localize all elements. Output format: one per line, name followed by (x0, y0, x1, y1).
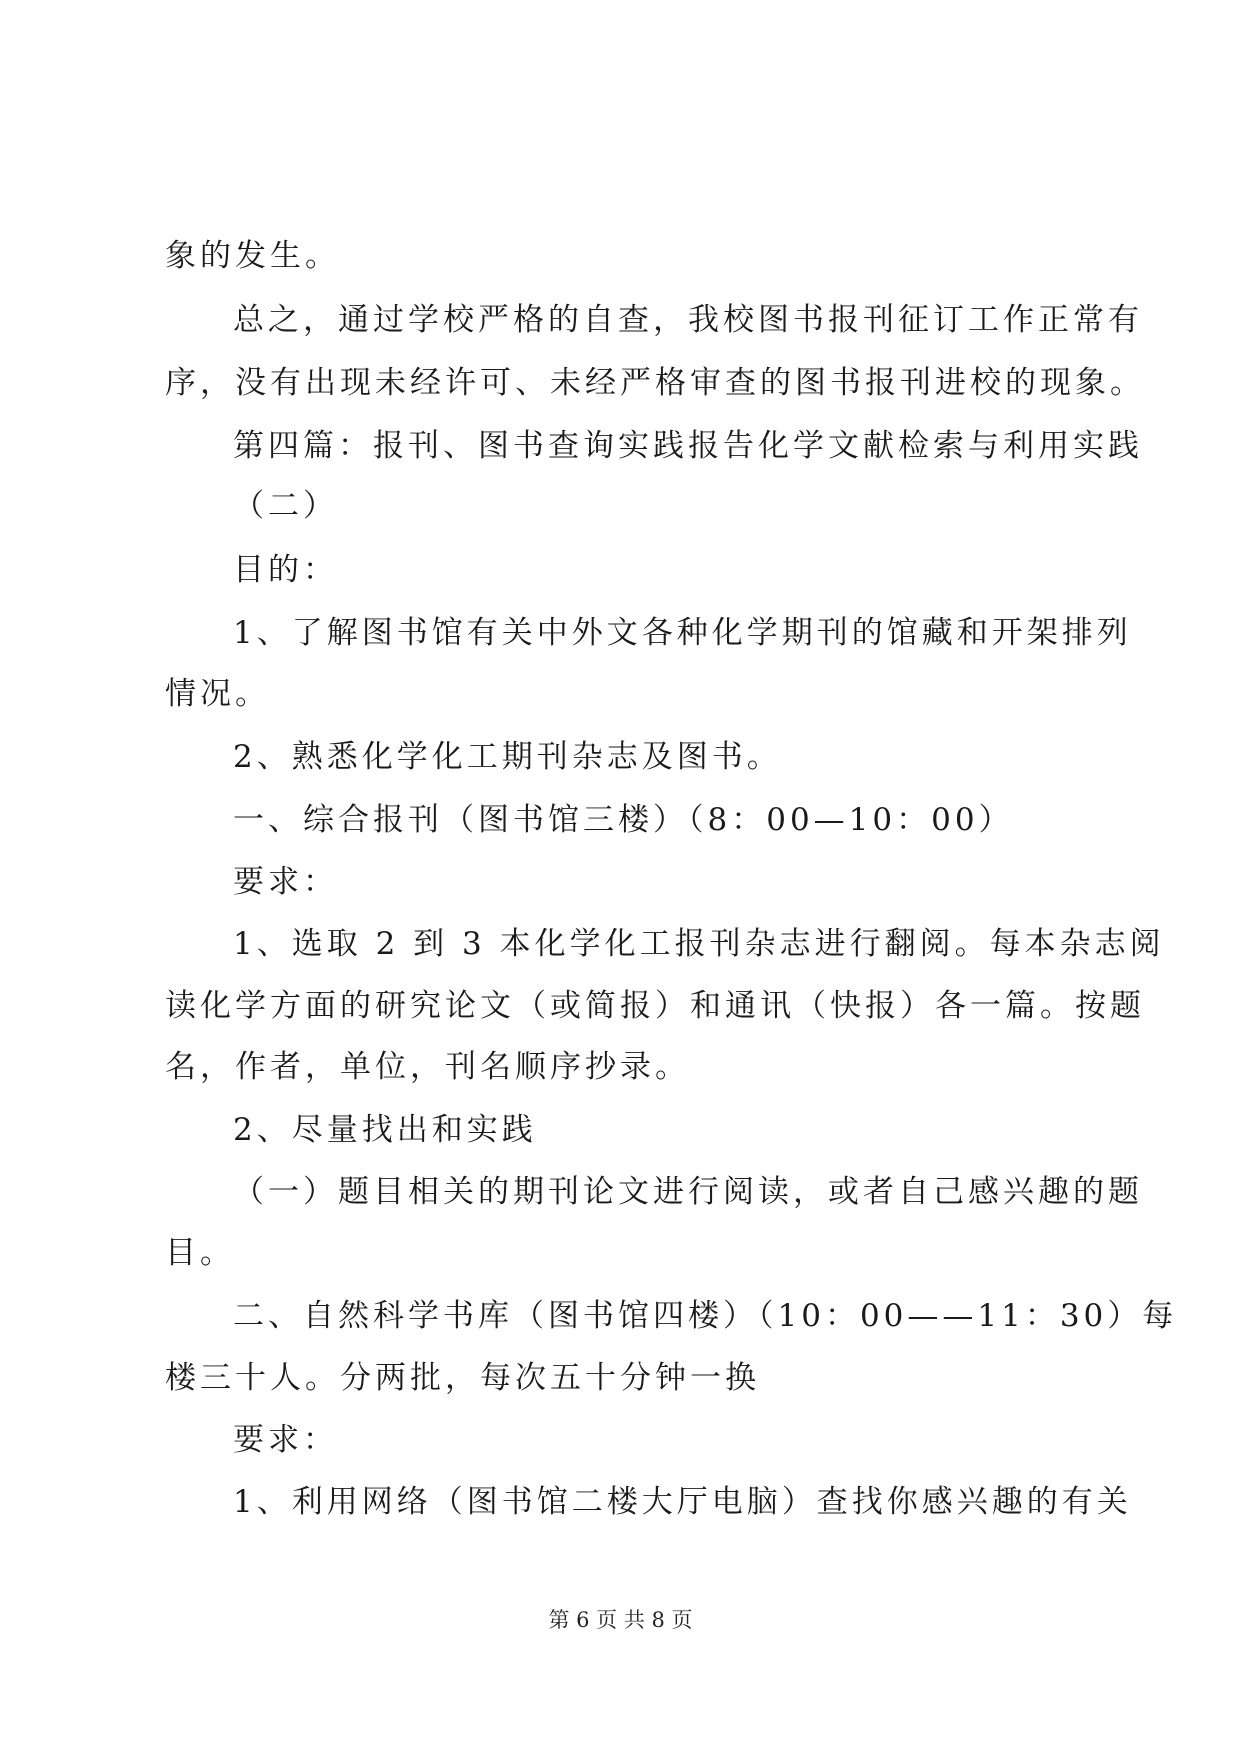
text-line: （一）题目相关的期刊论文进行阅读，或者自己感兴趣的题 (233, 1174, 1143, 1210)
text-line: 名，作者，单位，刊名顺序抄录。 (165, 1049, 690, 1085)
text-line: 1、利用网络（图书馆二楼大厅电脑）查找你感兴趣的有关 (233, 1484, 1132, 1520)
text-line: 2、熟悉化学化工期刊杂志及图书。 (233, 739, 782, 775)
text-line: 序，没有出现未经许可、未经严格审查的图书报刊进校的现象。 (165, 365, 1145, 401)
text-line: 要求： (233, 1422, 338, 1458)
text-line: 情况。 (165, 676, 270, 712)
text-line: 读化学方面的研究论文（或简报）和通讯（快报）各一篇。按题 (165, 988, 1145, 1024)
text-line: 目的： (233, 552, 338, 588)
text-line: 1、选取 2 到 3 本化学化工报刊杂志进行翻阅。每本杂志阅 (233, 926, 1165, 962)
text-line: 一、综合报刊（图书馆三楼）（8：00—10：00） (233, 802, 1014, 838)
text-line: 2、尽量找出和实践 (233, 1112, 537, 1148)
text-line: 楼三十人。分两批，每次五十分钟一换 (165, 1360, 760, 1396)
text-line: 二、自然科学书库（图书馆四楼）（10：00——11：30）每 (233, 1298, 1178, 1334)
text-line: 象的发生。 (165, 238, 340, 274)
section-heading: 第四篇：报刊、图书查询实践报告化学文献检索与利用实践 (233, 428, 1143, 464)
text-line: 要求： (233, 864, 338, 900)
text-line: 总之，通过学校严格的自查，我校图书报刊征订工作正常有 (233, 302, 1143, 338)
page-number-footer: 第 6 页 共 8 页 (548, 1608, 693, 1632)
text-line: 1、了解图书馆有关中外文各种化学期刊的馆藏和开架排列 (233, 615, 1132, 651)
text-line: 目。 (165, 1235, 235, 1271)
text-line: （二） (233, 488, 338, 524)
